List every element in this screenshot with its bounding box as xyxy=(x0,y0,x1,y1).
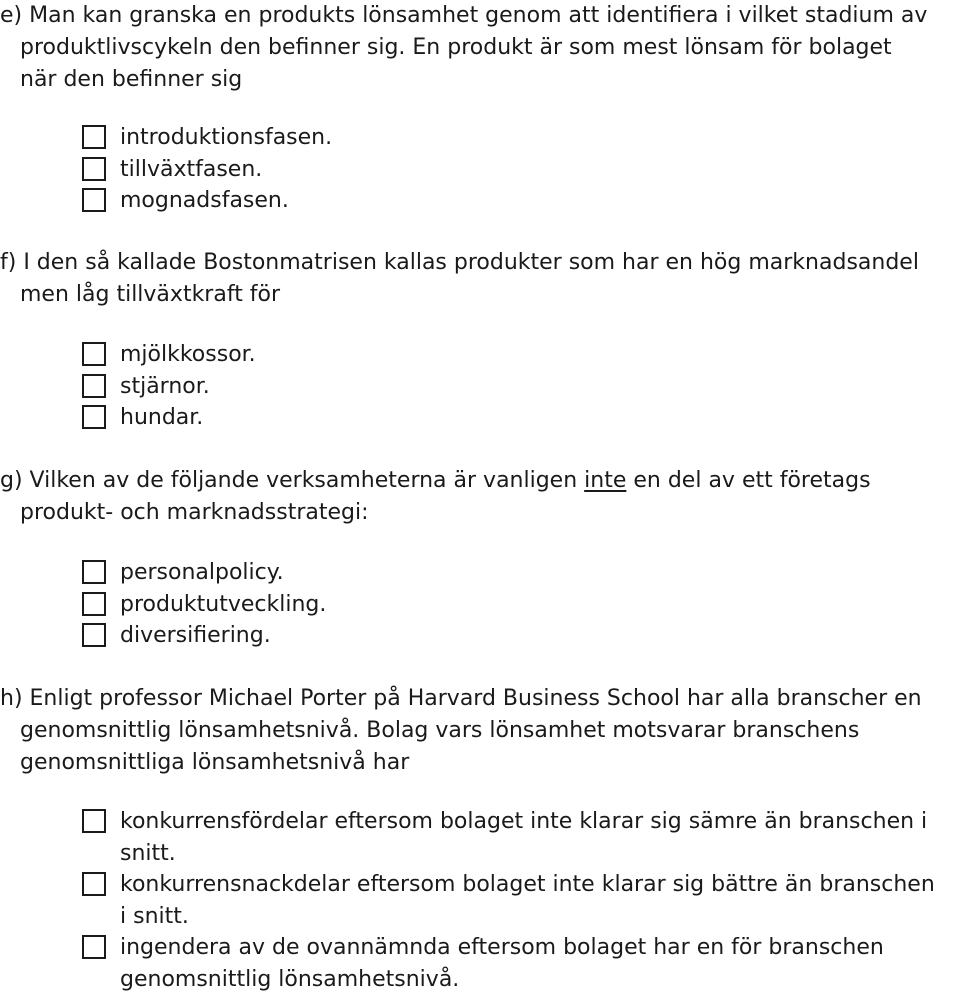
question-g-text xyxy=(0,465,956,529)
question-g-text-after: en del av ett företags xyxy=(626,468,870,493)
option-g-3 xyxy=(82,620,956,652)
option-label: hundar. xyxy=(120,402,956,434)
option-label-line: konkurrensnackdelar eftersom bolaget inte klarar sig bättre än branschen xyxy=(120,869,956,901)
checkbox-e-1[interactable] xyxy=(82,125,106,149)
checkbox-g-3[interactable] xyxy=(82,623,106,647)
question-h-line-2: genomsnittlig lönsamhetsnivå. Bolag vars lönsamhet motsvarar branschens xyxy=(0,715,956,747)
checkbox-g-1[interactable] xyxy=(82,560,106,584)
question-e-line-2: produktlivscykeln den befinner sig. En produkt är som mest lönsam för bolaget xyxy=(0,32,956,64)
option-h-3 xyxy=(82,932,956,995)
question-g-options xyxy=(82,557,956,652)
question-h-line-3: genomsnittliga lönsamhetsnivå har xyxy=(0,747,956,779)
checkbox-e-2[interactable] xyxy=(82,157,106,181)
question-g xyxy=(0,465,956,529)
option-f-1 xyxy=(82,339,956,371)
option-label: mognadsfasen. xyxy=(120,185,956,217)
option-label: mjölkkossor. xyxy=(120,339,956,371)
question-f xyxy=(0,247,956,311)
option-g-1 xyxy=(82,557,956,589)
option-label-line: i snitt. xyxy=(120,901,956,933)
option-label: produktutveckling. xyxy=(120,589,956,621)
checkbox-h-2[interactable] xyxy=(82,872,106,896)
checkbox-f-1[interactable] xyxy=(82,342,106,366)
option-label-line: konkurrensfördelar eftersom bolaget inte klarar sig sämre än branschen i xyxy=(120,806,956,838)
option-label-line: genomsnittlig lönsamhetsnivå. xyxy=(120,964,956,995)
question-e-line-3: när den befinner sig xyxy=(0,64,956,96)
question-g-text-before: g) Vilken av de följande verksamheterna är vanligen xyxy=(0,468,584,493)
question-f-line-1: f) I den så kallade Bostonmatrisen kallas produkter som har en hög marknadsandel xyxy=(0,247,956,279)
question-e-text xyxy=(0,0,956,96)
option-label: introduktionsfasen. xyxy=(120,122,956,154)
option-label: diversifiering. xyxy=(120,620,956,652)
option-label: tillväxtfasen. xyxy=(120,154,956,186)
question-g-line-1 xyxy=(0,465,956,497)
question-h-options xyxy=(82,806,956,995)
question-e-line-1: e) Man kan granska en produkts lönsamhet genom att identifiera i vilket stadium av xyxy=(0,0,956,32)
checkbox-f-2[interactable] xyxy=(82,374,106,398)
option-label: stjärnor. xyxy=(120,371,956,403)
question-f-line-2: men låg tillväxtkraft för xyxy=(0,279,956,311)
option-h-2 xyxy=(82,869,956,932)
option-e-3 xyxy=(82,185,956,217)
checkbox-g-2[interactable] xyxy=(82,592,106,616)
question-f-options xyxy=(82,339,956,434)
question-g-line-2: produkt- och marknadsstrategi: xyxy=(0,497,956,529)
option-e-2 xyxy=(82,154,956,186)
option-f-3 xyxy=(82,402,956,434)
option-f-2 xyxy=(82,371,956,403)
option-label-line: ingendera av de ovannämnda eftersom bolaget har en för branschen xyxy=(120,932,956,964)
question-f-text xyxy=(0,247,956,311)
question-h-line-1: h) Enligt professor Michael Porter på Harvard Business School har alla branscher en xyxy=(0,683,956,715)
question-e xyxy=(0,0,956,96)
option-label: personalpolicy. xyxy=(120,557,956,589)
option-e-1 xyxy=(82,122,956,154)
checkbox-h-1[interactable] xyxy=(82,809,106,833)
option-h-1 xyxy=(82,806,956,869)
option-g-2 xyxy=(82,589,956,621)
checkbox-f-3[interactable] xyxy=(82,405,106,429)
question-h-text xyxy=(0,683,956,779)
checkbox-e-3[interactable] xyxy=(82,188,106,212)
option-label-line: snitt. xyxy=(120,838,956,870)
checkbox-h-3[interactable] xyxy=(82,935,106,959)
question-h xyxy=(0,683,956,779)
question-e-options xyxy=(82,122,956,217)
question-g-emphasis: inte xyxy=(584,468,626,493)
